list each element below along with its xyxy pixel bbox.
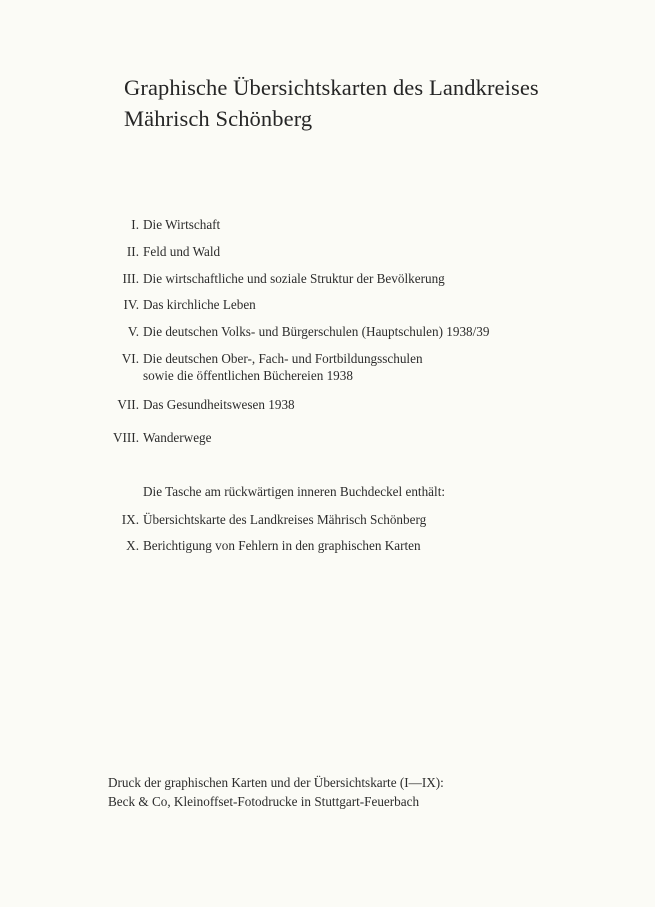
toc-item-title: Berichtigung von Fehlern in den graphischen Karten bbox=[143, 538, 421, 553]
toc-item-number: VI. bbox=[121, 351, 139, 366]
page-title-line-1: Graphische Übersichtskarten des Landkreises bbox=[124, 75, 539, 100]
toc-item-number: I. bbox=[131, 217, 139, 232]
toc-item-title: Übersichtskarte des Landkreises Mährisch Schönberg bbox=[143, 512, 427, 527]
toc-item-number: X. bbox=[126, 538, 139, 553]
toc-item-number: IX. bbox=[121, 512, 139, 527]
toc-item-number: VII. bbox=[117, 397, 139, 412]
toc-item-number: V. bbox=[127, 324, 139, 339]
imprint-line-2: Beck & Co, Kleinoffset-Fotodrucke in Stuttgart-Feuerbach bbox=[108, 793, 420, 809]
toc-item-number: VIII. bbox=[113, 430, 139, 445]
toc-item-number: III. bbox=[122, 271, 139, 286]
toc-item-title: Das Gesundheitswesen 1938 bbox=[143, 397, 295, 412]
toc-item-title: Die deutschen Ober-, Fach- und Fortbildungsschulen sowie die öffentlichen Büchereien 1938 bbox=[143, 351, 423, 383]
toc-item-title: Die Wirtschaft bbox=[143, 217, 221, 232]
page-title bbox=[124, 72, 624, 134]
toc-item-number: II. bbox=[126, 244, 139, 259]
imprint-line-1: Druck der graphischen Karten und der Übersichtskarte (I—IX): bbox=[108, 775, 444, 790]
page-title-line-2: Mährisch Schönberg bbox=[124, 106, 313, 131]
pocket-note: Die Tasche am rückwärtigen inneren Buchdeckel enthält: bbox=[143, 484, 446, 499]
toc-item-title: Die wirtschaftliche und soziale Struktur der Bevölkerung bbox=[143, 271, 445, 286]
toc-item-title: Feld und Wald bbox=[143, 244, 221, 259]
toc-item-number: IV. bbox=[123, 297, 139, 312]
toc-item-title: Die deutschen Volks- und Bürgerschulen (Hauptschulen) 1938/39 bbox=[143, 324, 490, 339]
printer-imprint bbox=[108, 774, 444, 811]
toc-item-title: Das kirchliche Leben bbox=[143, 297, 256, 312]
toc-item-title: Wanderwege bbox=[143, 430, 212, 445]
